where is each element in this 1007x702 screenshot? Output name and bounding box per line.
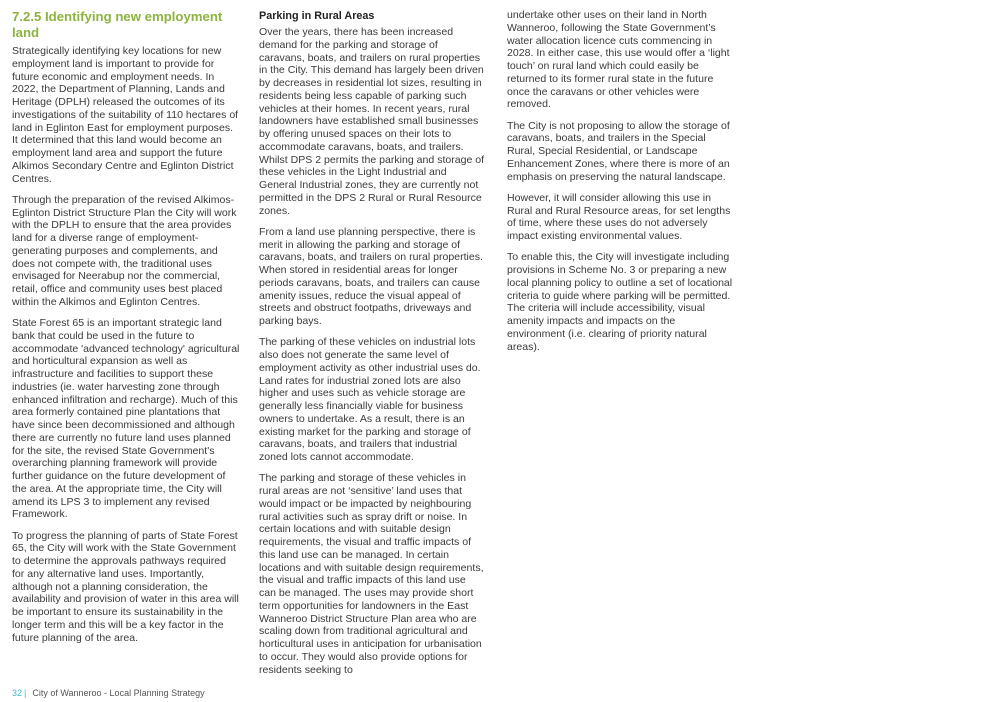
column-right: [507, 9, 735, 362]
column-middle: [259, 9, 485, 685]
page-number: 32: [12, 688, 23, 698]
page-footer: [12, 688, 205, 699]
body-paragraph: To enable this, the City will investigate including provisions in Scheme No. 3 or preparing a new local planning policy to outline a set of locational criteria to guide where parking will be permitted. The criteria will include accessibility, visual amenity impacts and impacts on the environment (i.e. clearing of priority natural areas).: [507, 251, 733, 353]
column-left: [12, 9, 240, 653]
body-paragraph: The parking and storage of these vehicles in rural areas are not ‘sensitive’ land uses that would impact or be impacted by neighbouring rural activities such as spray drift or noise. In certain locations and with suitable design requirements, the visual and traffic impacts of this land use can be managed. In certain locations and with suitable design requirements, the visual and traffic impacts of this land use can be managed. The uses may provide short term opportunities for landowners in the East Wanneroo District Structure Plan area who are scaling down from traditional agricultural and horticultural uses in anticipation for urbanisation to occur. They would also provide options for residents seeking to: [259, 472, 484, 676]
body-paragraph: However, it will consider allowing this use in Rural and Rural Resource areas, for set lengths of time, where these uses do not adversely impact existing environmental values.: [507, 191, 731, 242]
body-paragraph: Strategically identifying key locations for new employment land is important to provide for future economic and employment needs. In 2022, the Department of Planning, Lands and Heritage (DPLH) released the outcomes of its investigations of the suitability of 110 hectares of land in Eglinton East for employment purposes. It determined that this land would become an employment land area and support the future Alkimos Secondary Centre and Eglinton District Centres.: [12, 45, 239, 185]
document-title: City of Wanneroo - Local Planning Strategy: [32, 688, 205, 698]
body-paragraph: From a land use planning perspective, there is merit in allowing the parking and storage of caravans, boats, and trailers on rural properties. When stored in residential areas for longer periods caravans, boats, and trailers can cause amenity issues, reduce the visual appeal of streets and obstruct footpaths, driveways and parking bays.: [259, 225, 483, 327]
body-paragraph: To progress the planning of parts of State Forest 65, the City will work with the State Government to determine the approvals pathways required for any alternative land uses. Importantly, although not a planning consideration, the availability and provision of water in this area will be important to ensure its sustainability in the longer term and this will be a key factor in the future planning of the area.: [12, 529, 239, 644]
section-heading: 7.2.5 Identifying new employment land: [12, 9, 223, 40]
footer-separator: |: [24, 688, 27, 698]
body-paragraph: Through the preparation of the revised Alkimos-Eglinton District Structure Plan the City will work with the DPLH to ensure that the area provides land for a diverse range of employment-generating purposes and complements, and does not compete with, the traditional uses envisaged for Neerabup nor the commercial, retail, office and community uses best placed within the Alkimos and Eglinton Centres.: [12, 193, 237, 308]
body-paragraph: State Forest 65 is an important strategic land bank that could be used in the future to accommodate 'advanced technology' agricultural and horticultural expansion as well as infrastructure and facilities to support these industries (ie. water harvesting zone through enhanced infiltration and recharge). Much of this area formerly contained pine plantations that have since been decommissioned and although there are currently no future land uses planned for the site, the revised State Government's overarching planning framework will provide further guidance on the future development of the area. At the appropriate time, the City will amend its LPS 3 to implement any revised Framework.: [12, 317, 240, 521]
subsection-heading: Parking in Rural Areas: [259, 10, 375, 22]
body-paragraph: Over the years, there has been increased demand for the parking and storage of caravans, boats, and trailers on rural properties in the City. This demand has largely been driven by decreases in residential lot sizes, resulting in residents being less capable of parking such vehicles at their homes. In recent years, rural landowners have established small businesses by offering unused spaces on their lots to accommodate caravans, boats, and trailers. Whilst DPS 2 permits the parking and storage of these vehicles in the Light Industrial and General Industrial zones, they are currently not permitted in the DPS 2 Rural or Rural Resource zones.: [259, 26, 485, 217]
body-paragraph: undertake other uses on their land in North Wanneroo, following the State Government’s water allocation licence cuts commencing in 2028. In either case, this use would offer a ‘light touch’ on rural land which could easily be returned to its former rural state in the future once the caravans or other vehicles were removed.: [507, 9, 730, 111]
body-paragraph: The parking of these vehicles on industrial lots also does not generate the same level of employment activity as other industrial uses do. Land rates for industrial zoned lots are also higher and uses such as vehicle storage are generally less financially viable for business owners to undertake. As a result, there is an existing market for the parking and storage of caravans, boats, and trailers that industrial zoned lots cannot accommodate.: [259, 336, 481, 463]
body-paragraph: The City is not proposing to allow the storage of caravans, boats, and trailers in the Special Rural, Special Residential, or Landscape Enhancement Zones, where there is more of an emphasis on preserving the natural landscape.: [507, 119, 730, 183]
